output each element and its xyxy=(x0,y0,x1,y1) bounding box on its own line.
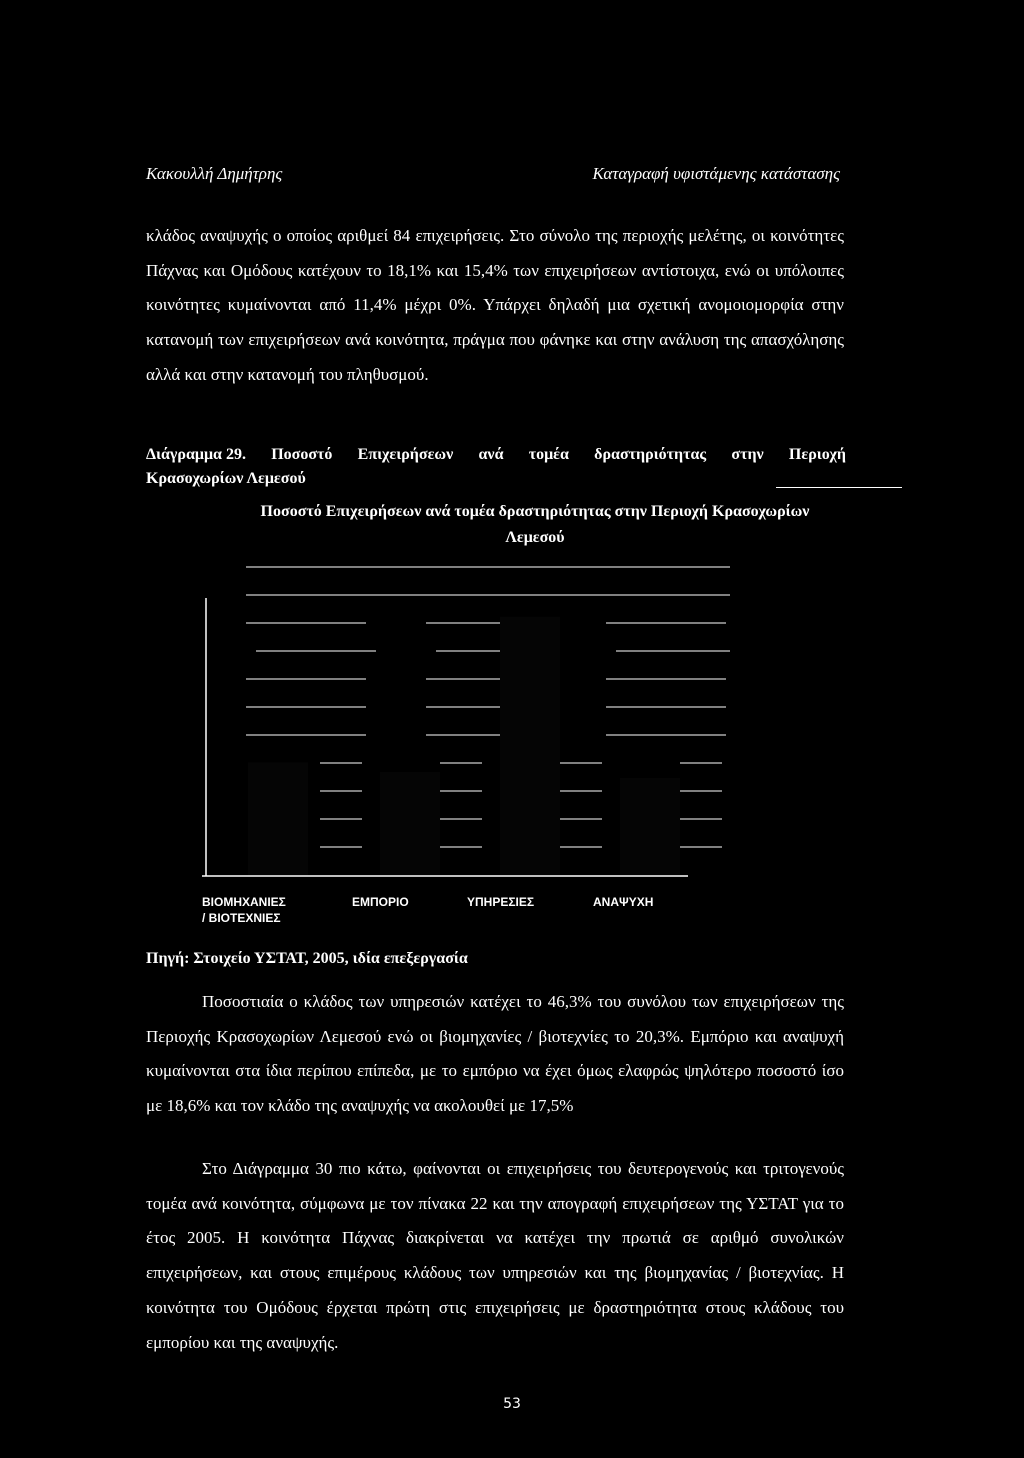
bar-emporio xyxy=(380,772,440,876)
bar-ypiresies xyxy=(500,617,560,876)
x-tick-label-line: / ΒΙΟΤΕΧΝΙΕΣ xyxy=(202,911,281,925)
caption-word: τομέα xyxy=(528,446,569,463)
x-tick-label-line: ΒΙΟΜΗΧΑΝΙΕΣ xyxy=(202,895,286,909)
running-header-author: Κακουλλή Δημήτρης xyxy=(146,164,283,183)
caption-word: Διάγραμμα 29. xyxy=(146,446,246,463)
intro-paragraph-text: κλάδος αναψυχής ο οποίος αριθμεί 84 επιχειρήσεις. Στο σύνολο της περιοχής μελέτης, οι κοινότητες Πάχνας και Ομόδους κατέχουν το 18,1% και 15,4% των επιχειρήσεων αντίστοιχα, ενώ οι υπόλοιπες κοινότητες κυμαίνονται από 11,4% μέχρι 0%. Υπάρχει δηλαδή μια σχετική ανομοιομορφία στην κατανομή των επιχειρήσεων ανά κοινότητα, πράγμα που φάνηκε και στην ανάλυση της απασχόλησης αλλά και στην κατανομή του πληθυσμού. xyxy=(146,226,844,384)
body-paragraph-1-text: Ποσοστιαία ο κλάδος των υπηρεσιών κατέχει το 46,3% του συνόλου των επιχειρήσεων της Περιοχής Κρασοχωρίων Λεμεσού ενώ οι βιομηχανίες / βιοτεχνίες το 20,3%. Εμπόριο και αναψυχή κυμαίνονται στα ίδια περίπου επίπεδα, με το εμπόριο να έχει όμως ελαφρώς ψηλότερο ποσοστό ίσο με 18,6% και τον κλάδο της αναψυχής να ακολουθεί με 17,5% xyxy=(146,992,844,1116)
caption-word: Περιοχή xyxy=(788,446,846,463)
x-tick-label-anapsyxi xyxy=(593,894,653,910)
caption-word: Επιχειρήσεων xyxy=(357,446,454,463)
caption-word: Ποσοστό xyxy=(271,446,333,463)
body-paragraph-1 xyxy=(146,985,844,1124)
x-tick-label-line: ΥΠΗΡΕΣΙΕΣ xyxy=(467,895,535,909)
figure-caption-line2: Κρασοχωρίων Λεμεσού xyxy=(146,470,306,487)
chart-source: Πηγή: Στοιχείο ΥΣΤΑΤ, 2005, ιδία επεξεργασία xyxy=(146,950,468,967)
chart-title-line1: Ποσοστό Επιχειρήσεων ανά τομέα δραστηριότητας στην Περιοχή Κρασοχωρίων xyxy=(260,503,810,520)
x-tick-label-ypiresies xyxy=(467,894,534,910)
x-tick-label-line: ΕΜΠΟΡΙΟ xyxy=(352,895,409,909)
caption-word: ανά xyxy=(478,446,504,463)
caption-word: στην xyxy=(731,446,764,463)
running-header-section: Καταγραφή υφιστάμενης κατάστασης xyxy=(592,164,840,183)
caption-word: δραστηριότητας xyxy=(594,446,707,463)
bar-biomixanies xyxy=(248,762,308,876)
body-paragraph-2-text: Στο Διάγραμμα 30 πιο κάτω, φαίνονται οι επιχειρήσεις του δευτερογενούς και τριτογενούς τομέα ανά κοινότητα, σύμφωνα με τον πίνακα 22 και την απογραφή επιχειρήσεων της ΥΣΤΑΤ για το έτος 2005. Η κοινότητα Πάχνας διακρίνεται να κατέχει την πρωτιά σε αριθμό συνολικών επιχειρήσεων, και στους επιμέρους κλάδους των υπηρεσιών και της βιομηχανίας / βιοτεχνίας. Η κοινότητα του Ομόδους έρχεται πρώτη στις επιχειρήσεις με δραστηριότητα στους κλάδους του εμπορίου και της αναψυχής. xyxy=(146,1159,844,1352)
bar-anapsyxi xyxy=(620,778,680,876)
x-tick-label-biomixanies xyxy=(202,894,286,926)
chart-bars xyxy=(248,617,680,876)
x-tick-label-emporio xyxy=(352,894,409,910)
body-paragraph-2 xyxy=(146,1152,844,1360)
page-number: 53 xyxy=(503,1396,521,1412)
chart-title-line2: Λεμεσού xyxy=(505,529,565,546)
x-tick-label-line: ΑΝΑΨΥΧΗ xyxy=(593,895,654,909)
